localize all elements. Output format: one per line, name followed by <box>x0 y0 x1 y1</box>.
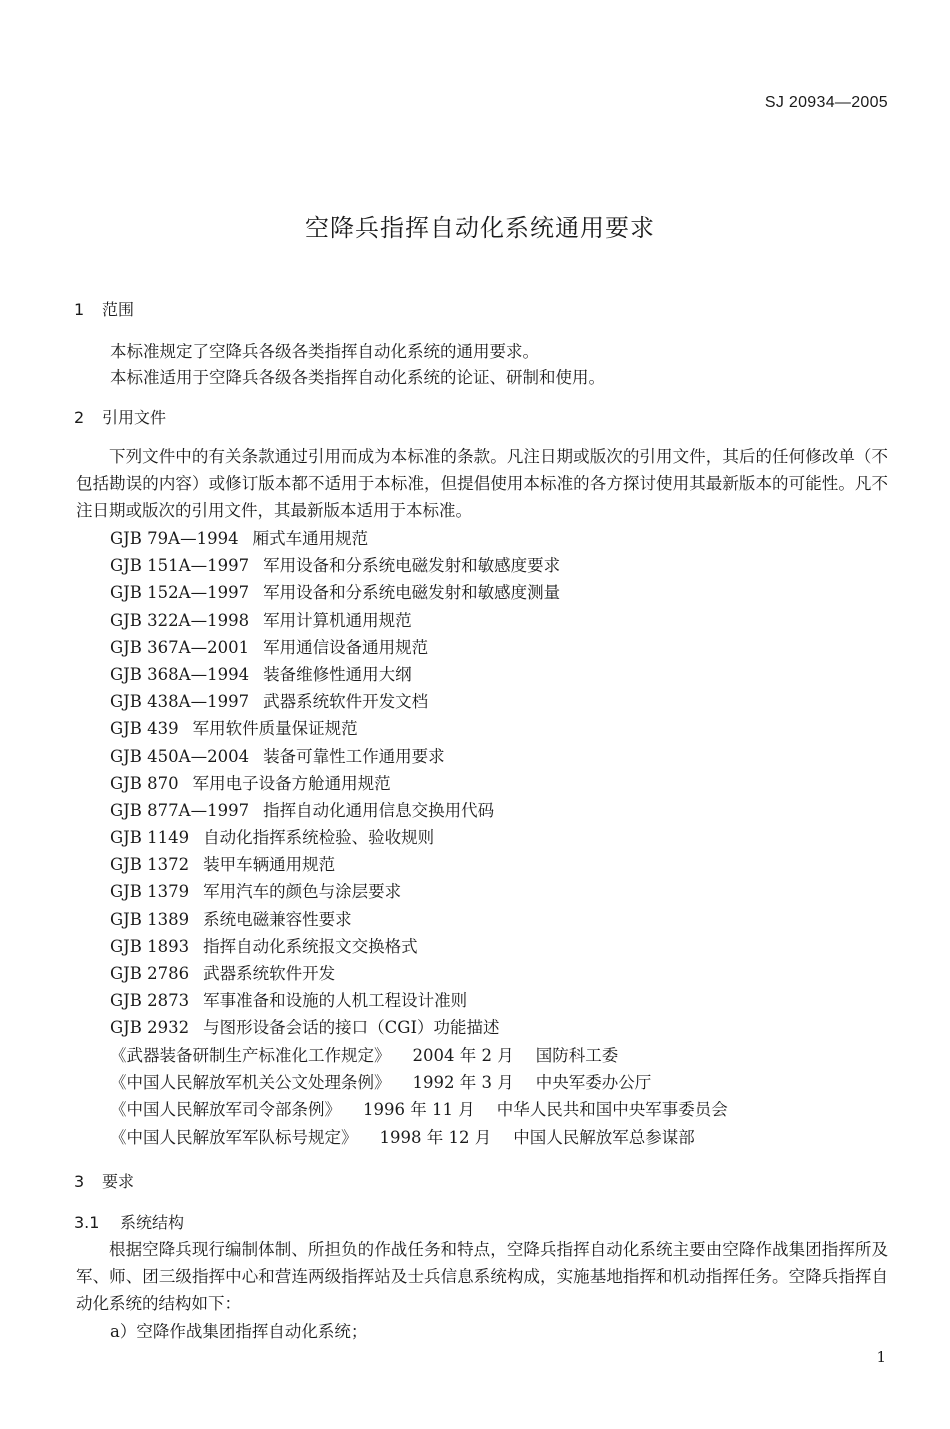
reference-code: GJB 438A—1997 <box>110 692 250 712</box>
reference-item <box>110 525 870 552</box>
document-title: 空降兵指挥自动化系统通用要求 <box>305 214 655 242</box>
reference-code: GJB 1149 <box>110 828 190 848</box>
reference-title: 指挥自动化系统报文交换格式 <box>203 936 418 956</box>
section-title: 引用文件 <box>102 408 167 427</box>
reference-item <box>110 906 870 933</box>
regulation-issuer: 中国人民解放军总参谋部 <box>513 1127 695 1147</box>
reference-title: 自动化指挥系统检验、验收规则 <box>203 828 435 848</box>
regulation-issuer: 国防科工委 <box>535 1046 619 1065</box>
reference-item <box>110 933 870 960</box>
reference-item <box>110 715 870 742</box>
reference-code: GJB 152A—1997 <box>110 583 250 603</box>
reference-item <box>110 607 870 634</box>
reference-code: GJB 2932 <box>110 1018 190 1038</box>
reference-title: 军用计算机通用规范 <box>263 610 412 630</box>
reference-title: 指挥自动化通用信息交换用代码 <box>263 800 495 820</box>
reference-code: GJB 870 <box>110 773 179 793</box>
reference-item <box>110 987 870 1014</box>
reference-title: 武器系统软件开发文档 <box>263 692 429 712</box>
reference-item <box>110 552 870 579</box>
standard-number: SJ 20934—2005 <box>764 94 888 111</box>
section-3-heading <box>74 1169 134 1192</box>
reference-list <box>110 525 870 1042</box>
section-2-heading <box>74 405 166 428</box>
reference-title: 厢式车通用规范 <box>252 529 369 548</box>
reference-item <box>110 824 870 851</box>
reference-title: 武器系统软件开发 <box>203 964 336 983</box>
reference-code: GJB 1372 <box>110 855 190 875</box>
regulation-list <box>110 1042 870 1151</box>
reference-code: GJB 439 <box>110 719 179 739</box>
reference-item <box>110 1014 870 1041</box>
reference-item <box>110 634 870 661</box>
regulation-title: 《武器装备研制生产标准化工作规定》 <box>110 1046 391 1065</box>
reference-item <box>110 878 870 905</box>
regulation-issuer: 中央军委办公厅 <box>535 1073 652 1093</box>
regulation-item <box>110 1069 870 1096</box>
section-number: 3 <box>74 1172 85 1191</box>
reference-title: 装甲车辆通用规范 <box>203 855 336 875</box>
scope-line-2: 本标准适用于空降兵各级各类指挥自动化系统的论证、研制和使用。 <box>110 368 605 387</box>
page-number: 1 <box>876 1348 886 1366</box>
references-intro: 下列文件中的有关条款通过引用而成为本标准的条款。凡注日期或版次的引用文件，其后的任何修改单（不包括勘误的内容）或修订版本都不适用于本标准，但提倡使用本标准的各方探讨使用其最新版本的可能性。凡不注日期或版次的引用文件，其最新版本适用于本标准。 <box>76 447 888 520</box>
reference-code: GJB 151A—1997 <box>110 556 250 576</box>
regulation-item <box>110 1042 870 1069</box>
reference-code: GJB 1379 <box>110 882 190 902</box>
regulation-date: 2004 年 2 月 <box>412 1046 514 1065</box>
reference-item <box>110 579 870 606</box>
reference-title: 军用设备和分系统电磁发射和敏感度测量 <box>263 583 561 603</box>
reference-item <box>110 770 870 797</box>
reference-code: GJB 877A—1997 <box>110 800 250 820</box>
subsection-number: 3.1 <box>74 1213 100 1232</box>
reference-item <box>110 797 870 824</box>
reference-code: GJB 367A—2001 <box>110 637 250 657</box>
reference-item <box>110 688 870 715</box>
reference-title: 军用设备和分系统电磁发射和敏感度要求 <box>263 556 561 576</box>
reference-code: GJB 368A—1994 <box>110 664 250 684</box>
system-structure-paragraph: 根据空降兵现行编制体制、所担负的作战任务和特点，空降兵指挥自动化系统主要由空降作战集团指挥所及军、师、团三级指挥中心和营连两级指挥站及士兵信息系统构成，实施基地指挥和机动指挥任务。空降兵指挥自动化系统的结构如下： <box>76 1240 888 1313</box>
regulation-item <box>110 1096 870 1123</box>
scope-line-1: 本标准规定了空降兵各级各类指挥自动化系统的通用要求。 <box>110 342 539 361</box>
reference-title: 军用通信设备通用规范 <box>263 637 429 657</box>
regulation-date: 1992 年 3 月 <box>412 1073 514 1093</box>
reference-code: GJB 2873 <box>110 991 190 1011</box>
reference-title: 系统电磁兼容性要求 <box>203 909 352 929</box>
reference-code: GJB 79A—1994 <box>110 529 239 548</box>
section-title: 要求 <box>102 1172 135 1191</box>
subsection-3-1-heading <box>74 1210 184 1233</box>
reference-title: 军用电子设备方舱通用规范 <box>192 773 391 793</box>
reference-item <box>110 743 870 770</box>
regulation-item <box>110 1124 870 1151</box>
reference-code: GJB 1389 <box>110 909 190 929</box>
reference-item <box>110 661 870 688</box>
regulation-title: 《中国人民解放军机关公文处理条例》 <box>110 1073 391 1093</box>
section-number: 1 <box>74 300 85 319</box>
regulation-date: 1998 年 12 月 <box>379 1127 492 1147</box>
regulation-issuer: 中华人民共和国中央军事委员会 <box>496 1100 728 1120</box>
subsection-title: 系统结构 <box>120 1213 185 1232</box>
reference-title: 军用软件质量保证规范 <box>192 719 358 739</box>
reference-title: 装备维修性通用大纲 <box>263 664 412 684</box>
reference-item <box>110 960 870 987</box>
reference-title: 军用汽车的颜色与涂层要求 <box>203 882 402 902</box>
reference-code: GJB 322A—1998 <box>110 610 250 630</box>
reference-title: 军事准备和设施的人机工程设计准则 <box>203 991 468 1011</box>
reference-title: 装备可靠性工作通用要求 <box>263 746 445 766</box>
section-title: 范围 <box>102 300 135 319</box>
reference-title: 与图形设备会话的接口（CGI）功能描述 <box>203 1018 500 1038</box>
reference-item <box>110 851 870 878</box>
reference-code: GJB 1893 <box>110 936 190 956</box>
regulation-title: 《中国人民解放军司令部条例》 <box>110 1100 341 1120</box>
list-item-a: a）空降作战集团指挥自动化系统； <box>110 1322 368 1341</box>
section-number: 2 <box>74 408 85 427</box>
reference-code: GJB 2786 <box>110 964 190 983</box>
section-1-heading <box>74 297 134 320</box>
regulation-date: 1996 年 11 月 <box>363 1100 475 1120</box>
reference-code: GJB 450A—2004 <box>110 746 250 766</box>
regulation-title: 《中国人民解放军军队标号规定》 <box>110 1127 358 1147</box>
